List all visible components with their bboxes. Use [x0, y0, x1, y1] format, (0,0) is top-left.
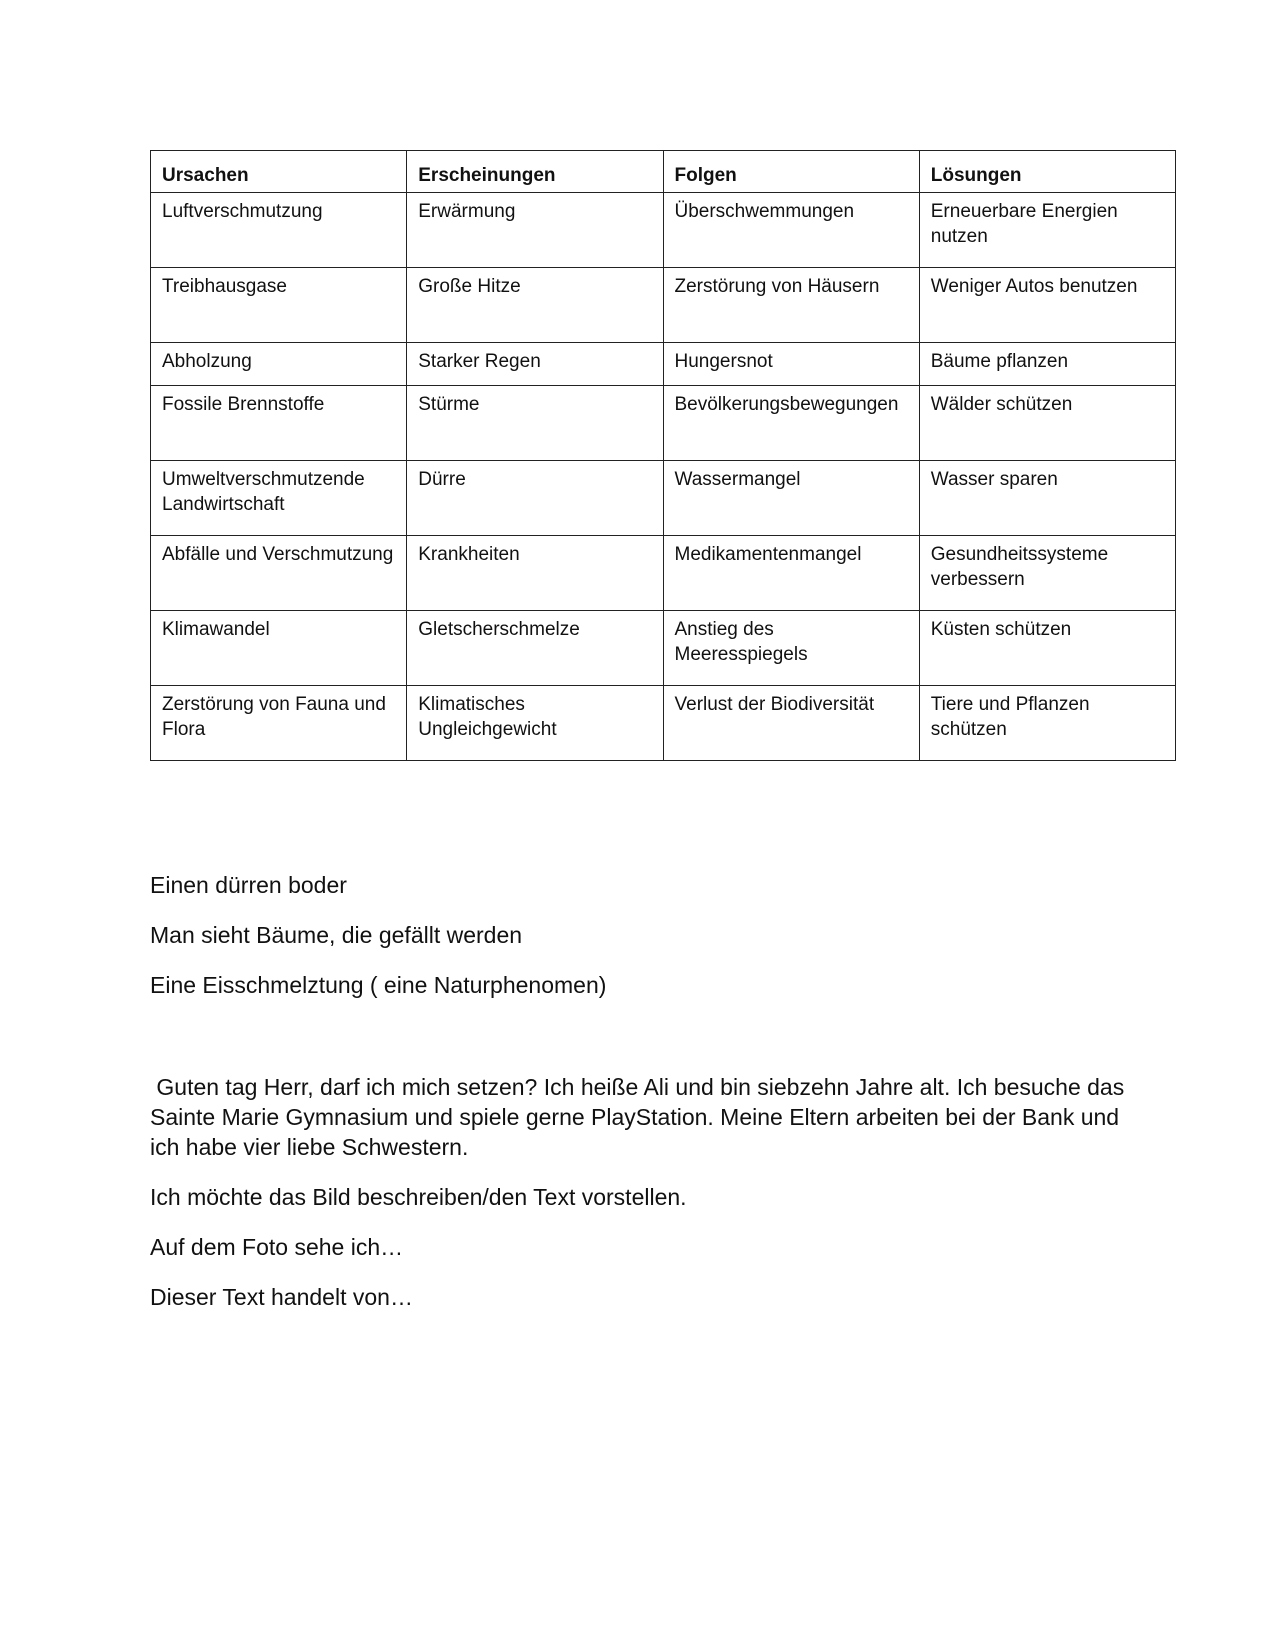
table-row	[151, 536, 1176, 611]
table-cell: Fossile Brennstoffe	[151, 386, 407, 461]
table-row	[151, 686, 1176, 761]
table-row	[151, 386, 1176, 461]
table-cell: Weniger Autos benutzen	[919, 268, 1175, 343]
table-cell: Gletscherschmelze	[407, 611, 663, 686]
table-cell: Tiere und Pflanzen schützen	[919, 686, 1175, 761]
table-cell: Stürme	[407, 386, 663, 461]
table-cell: Klimawandel	[151, 611, 407, 686]
table-cell: Gesundheitssysteme verbessern	[919, 536, 1175, 611]
table-row	[151, 193, 1176, 268]
table-cell: Wälder schützen	[919, 386, 1175, 461]
table-cell: Abfälle und Verschmutzung	[151, 536, 407, 611]
intro-paragraph: Guten tag Herr, darf ich mich setzen? Ich heiße Ali und bin siebzehn Jahre alt. Ich besuche das Sainte Marie Gymnasium und spiele gerne PlayStation. Meine Eltern arbeiten bei der Bank und ich habe vier liebe Schwestern.	[150, 1074, 1131, 1160]
header-ursachen: Ursachen	[151, 151, 407, 193]
table-cell: Erwärmung	[407, 193, 663, 268]
table-cell: Küsten schützen	[919, 611, 1175, 686]
intro-line: Ich möchte das Bild beschreiben/den Text vorstellen.	[150, 1184, 687, 1210]
table-row	[151, 611, 1176, 686]
table-row	[151, 343, 1176, 386]
table-cell: Anstieg des Meeresspiegels	[663, 611, 919, 686]
table-cell: Wasser sparen	[919, 461, 1175, 536]
header-erscheinungen: Erscheinungen	[407, 151, 663, 193]
table-cell: Medikamentenmangel	[663, 536, 919, 611]
intro-line: Dieser Text handelt von…	[150, 1284, 413, 1310]
note-line: Man sieht Bäume, die gefällt werden	[150, 922, 523, 948]
table-cell: Wassermangel	[663, 461, 919, 536]
introduction-text	[150, 1072, 1130, 1332]
table-cell: Große Hitze	[407, 268, 663, 343]
table-cell: Überschwemmungen	[663, 193, 919, 268]
table-cell: Hungersnot	[663, 343, 919, 386]
table-cell: Bevölkerungsbewegungen	[663, 386, 919, 461]
table-cell: Dürre	[407, 461, 663, 536]
note-line: Eine Eisschmelztung ( eine Naturphenomen)	[150, 972, 607, 998]
note-line: Einen dürren boder	[150, 872, 347, 898]
table-cell: Erneuerbare Energien nutzen	[919, 193, 1175, 268]
table-row	[151, 461, 1176, 536]
table-cell: Zerstörung von Häusern	[663, 268, 919, 343]
table-cell: Zerstörung von Fauna und Flora	[151, 686, 407, 761]
header-loesungen: Lösungen	[919, 151, 1175, 193]
table-cell: Bäume pflanzen	[919, 343, 1175, 386]
table-row	[151, 268, 1176, 343]
table-cell: Umweltverschmutzende Landwirtschaft	[151, 461, 407, 536]
header-folgen: Folgen	[663, 151, 919, 193]
table-header-row	[151, 151, 1176, 193]
table-cell: Abholzung	[151, 343, 407, 386]
intro-line: Auf dem Foto sehe ich…	[150, 1234, 404, 1260]
picture-notes	[150, 870, 1130, 1020]
climate-table	[150, 150, 1176, 761]
table-cell: Luftverschmutzung	[151, 193, 407, 268]
table-cell: Klimatisches Ungleichgewicht	[407, 686, 663, 761]
table-cell: Krankheiten	[407, 536, 663, 611]
table-cell: Verlust der Biodiversität	[663, 686, 919, 761]
table-cell: Treibhausgase	[151, 268, 407, 343]
table-cell: Starker Regen	[407, 343, 663, 386]
